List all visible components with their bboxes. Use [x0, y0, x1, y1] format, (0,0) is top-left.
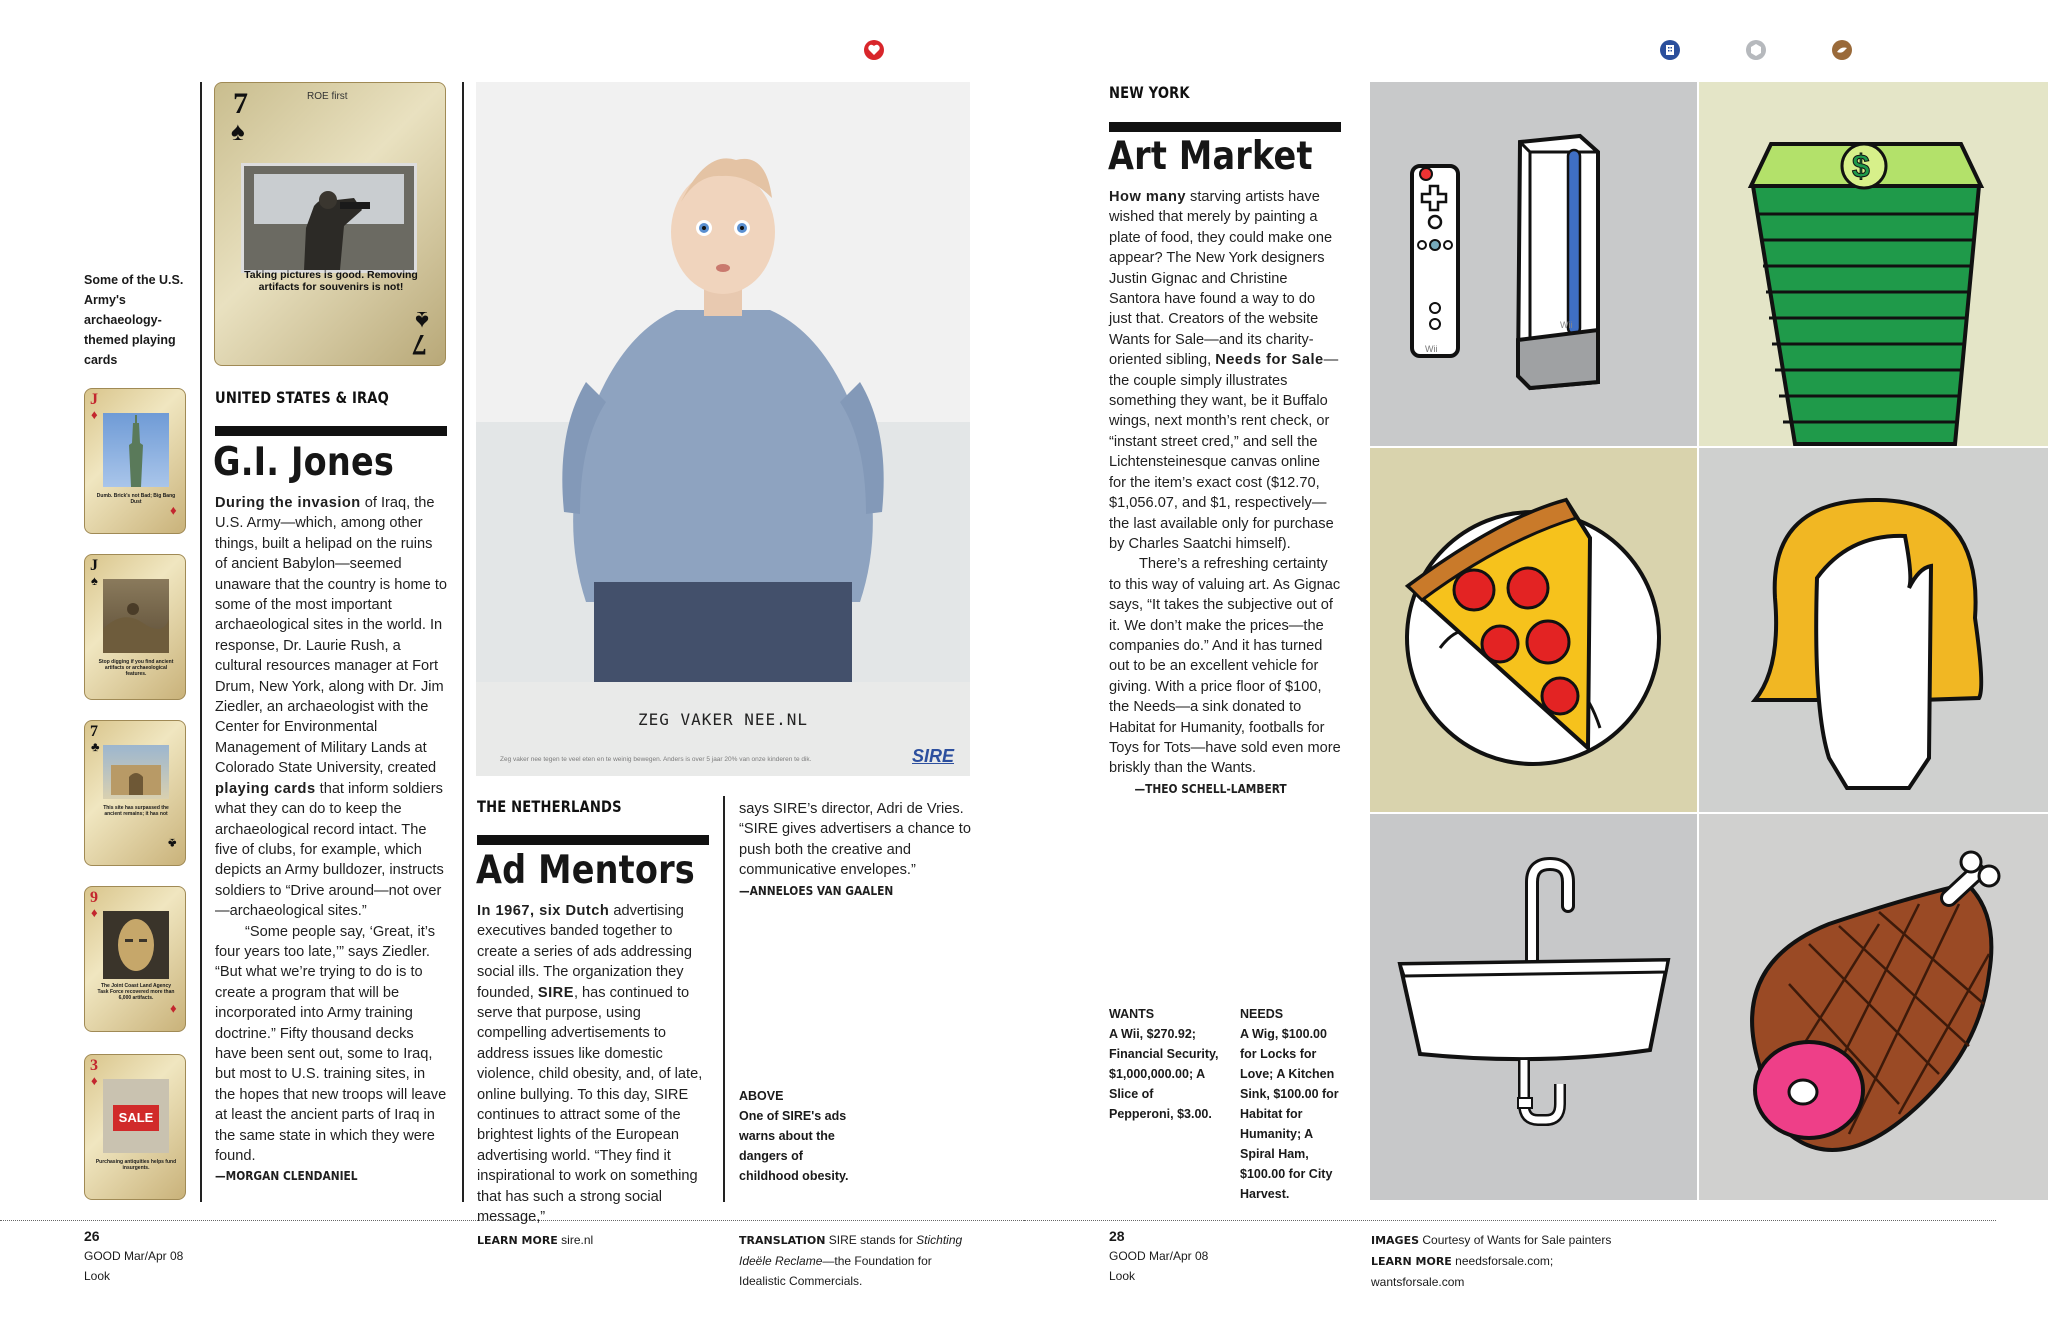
- card-suit: ♦: [91, 905, 98, 920]
- card-suit: ♠: [91, 573, 98, 588]
- cube-badge-icon: [1746, 40, 1766, 60]
- page-number: 28: [1109, 1228, 1125, 1244]
- learn-more-links[interactable]: needsforsale.com; wantsforsale.com: [1371, 1254, 1554, 1289]
- gi-jones-playing-cards: playing cards: [215, 780, 316, 797]
- wants-label: WANTS: [1109, 1007, 1155, 1021]
- translation-text: SIRE stands for: [828, 1233, 917, 1247]
- card-text: Dumb. Brick's not Bad; Big Bang Dust: [96, 493, 176, 505]
- art-market-kicker: NEW YORK: [1109, 83, 1190, 102]
- playing-card-3: [84, 720, 186, 866]
- ad-mentors-credit: —ANNELOES VAN GAALEN: [739, 882, 894, 898]
- footer-rule-left: [0, 1220, 1024, 1221]
- art-market-headline: Art Market: [1108, 134, 1313, 179]
- painting-ham: [1699, 814, 2048, 1200]
- card-rank: J: [90, 557, 98, 574]
- sale-sign: SALE: [113, 1105, 159, 1131]
- art-market-needs-for-sale: Needs for Sale: [1215, 352, 1324, 369]
- card-suit-bottom: ♠: [415, 306, 429, 335]
- art-market-p1: starving artists have wished that merely by painting a plate of food, they could make one appear? The New York designers Justin Gignac and Christine Santora have found a way to do just that. Creators of the website Wants for Sale—and its charity-oriented sibling,: [1109, 189, 1333, 369]
- card-rank: 3: [90, 1057, 98, 1074]
- bird-badge-icon: [1832, 40, 1852, 60]
- gi-jones-lead: During the invasion: [215, 495, 361, 511]
- images-credit: Courtesy of Wants for Sale painters: [1422, 1233, 1612, 1247]
- art-market-lead: How many: [1109, 189, 1186, 205]
- ad-mentors-sire: SIRE: [537, 984, 574, 1001]
- card-suit: ♠: [231, 117, 245, 146]
- statue-of-liberty-photo: [103, 413, 169, 487]
- wants-list: A Wii, $270.92; Financial Security, $1,000,000.00; A Slice of Pepperoni, $3.00.: [1109, 1027, 1219, 1121]
- ad-mentors-col1: [477, 901, 711, 1228]
- console-wii-label: Wii: [1560, 320, 1573, 330]
- sire-logo: SIRE: [912, 746, 955, 766]
- excavation-photo: [103, 579, 169, 653]
- gi-jones-headline: G.I. Jones: [213, 440, 395, 485]
- ad-mentors-p2: says SIRE’s director, Adri de Vries. “SIRE gives advertisers a chance to push both the creative and communicative envelopes.”: [739, 801, 971, 879]
- art-market-body: [1109, 187, 1341, 799]
- card-text: Taking pictures is good. Removing artifacts for souvenirs is not!: [244, 269, 418, 293]
- ad-mentors-lead: In 1967, six Dutch: [477, 903, 610, 919]
- card-tag: ROE first: [307, 91, 348, 102]
- card-text: Stop digging if you find ancient artifacts or archaeological features.: [98, 659, 174, 677]
- ad-mentors-col2: [739, 799, 971, 901]
- column-rule: [462, 82, 464, 1202]
- card-rank: J: [90, 391, 98, 408]
- learn-more-link[interactable]: sire.nl: [561, 1233, 594, 1247]
- card-text: This site has surpassed the ancient remains; it has not: [103, 805, 169, 817]
- art-market-p1-end: —the couple simply illustrates something they want, be it Buffalo wings, next month’s rent check, or “instant street cred,” and sell the Lichtensteinesque canvas online for the item’s exact cost ($12.70, $1,056.07, and $1, respectively—the last available only for purchase by Charles Saatchi himself).: [1109, 352, 1339, 552]
- dollar-sign: $: [1852, 148, 1870, 184]
- translation-dutch: Stichting Ideële Reclame: [739, 1233, 963, 1268]
- playing-card-5: [84, 1054, 186, 1200]
- learn-more-label: LEARN MORE: [477, 1234, 558, 1247]
- art-market-credit: —THEO SCHELL-LAMBERT: [1134, 780, 1287, 796]
- painting-sink: [1370, 814, 1697, 1200]
- gi-jones-body: [215, 493, 447, 1187]
- footer-rule-right: [1024, 1220, 1996, 1221]
- gi-jones-credit: —MORGAN CLENDANIEL: [215, 1168, 358, 1184]
- card-text: Purchasing antiquities helps fund insurgents.: [95, 1159, 177, 1171]
- section-name: Look: [84, 1269, 111, 1283]
- playing-card-4: [84, 886, 186, 1032]
- needs-label: NEEDS: [1240, 1007, 1284, 1021]
- building-badge-icon: [1660, 40, 1680, 60]
- sale-sign-photo: [103, 1079, 169, 1153]
- column-rule: [723, 796, 725, 1202]
- card-suit-bottom: ♦: [170, 1002, 177, 1017]
- ad-mentors-headline: Ad Mentors: [476, 848, 695, 893]
- gi-jones-p1: of Iraq, the U.S. Army—which, among other things, built a helipad on the ruins of ancient Babylon—seemed unaware that the country is home to some of the most important archaeological sites in the world. In response, Dr. Laurie Rush, a cultural resources manager at Fort Drum, New York, along with Dr. Jim Ziedler, an archaeologist with the Center for Environmental Management of Military Lands at Colorado State University, created: [215, 495, 448, 777]
- footer-learn-more-sire: [477, 1230, 593, 1251]
- card-suit-bottom: ♣: [168, 836, 177, 851]
- baby-figure-illustration: [476, 82, 970, 682]
- card-rank: 9: [90, 889, 98, 906]
- magazine-issue: GOOD Mar/Apr 08: [84, 1249, 184, 1263]
- gi-jones-rule: [215, 426, 447, 436]
- above-label: ABOVE: [739, 1089, 784, 1103]
- ancient-ruin-photo: [103, 745, 169, 799]
- ad-slogan: ZEG VAKER NEE.NL: [637, 710, 809, 729]
- sire-ad-image: [476, 82, 970, 776]
- section-name: Look: [1109, 1269, 1136, 1283]
- painting-wig: [1699, 448, 2048, 812]
- art-market-rule: [1109, 122, 1341, 132]
- gi-jones-p2: “Some people say, ‘Great, it’s four years too late,’” says Ziedler. “But what we’re trying to do is to create a program that will be incorporated into Army training doctrine.” Fifty thousand decks have been sent out, some to Iraq, but most to U.S. training sites, in the hopes that new troops will leave at least the ancient parts of Iraq in the same state in which they were found.: [215, 923, 447, 1164]
- painting-pizza: [1370, 448, 1697, 812]
- translation-label: TRANSLATION: [739, 1234, 826, 1247]
- playing-card-1: [84, 388, 186, 534]
- gi-jones-p1-end: that inform soldiers what they can do to keep the archaeological record intact. The five of clubs, for example, which depicts an Army bulldozer, instructs soldiers to “Drive around—not over—archaeological sites.”: [215, 780, 444, 920]
- magazine-issue: GOOD Mar/Apr 08: [1109, 1249, 1209, 1263]
- ad-mentors-p1: advertising executives banded together to create a series of ads addressing social ills. The organization they founded,: [477, 903, 692, 1001]
- card-text: The Joint Coast Land Agency Task Force recovered more than 6,000 artifacts.: [97, 983, 175, 1001]
- ad-mentors-rule: [477, 835, 709, 845]
- playing-card-2: [84, 554, 186, 700]
- card-rank: 7: [233, 87, 248, 120]
- footer-translation: [739, 1230, 969, 1291]
- ad-fine-print: Zeg vaker nee tegen te veel eten en te weinig bewegen. Anders is over 5 jaar 20% van onze kinderen te dik.: [500, 756, 812, 763]
- column-rule: [200, 82, 202, 1202]
- painting-wii: [1370, 82, 1697, 446]
- learn-more-label: LEARN MORE: [1371, 1255, 1452, 1268]
- ad-mentors-kicker: THE NETHERLANDS: [477, 797, 622, 816]
- painting-money-stack: [1699, 82, 2048, 446]
- card-suit-bottom: ♦: [170, 504, 177, 519]
- footer-credits: [1371, 1230, 1631, 1292]
- above-caption: One of SIRE's ads warns about the dangers of childhood obesity.: [739, 1109, 849, 1183]
- footer-right-folio: [1109, 1226, 1208, 1286]
- art-market-p2: There’s a refreshing certainty to this way of valuing art. As Gignac says, “It takes the subjective out of it. We don’t make the prices—the companies do.” And it has turned out to be an excellent vehicle for giving. With a price floor of $100, the Needs—a sink donated to Habitat for Humanity, footballs for Toys for Tots—have sold even more briskly than the Wants.: [1109, 556, 1341, 777]
- card-suit: ♣: [91, 739, 100, 754]
- translation-text-end: —the Foundation for Idealistic Commercials.: [739, 1254, 932, 1288]
- page-number: 26: [84, 1228, 100, 1244]
- cards-caption: Some of the U.S. Army's archaeology-themed playing cards: [84, 273, 184, 367]
- heart-badge-icon: [864, 40, 884, 60]
- gi-jones-kicker: UNITED STATES & IRAQ: [215, 388, 389, 407]
- card-rank-bottom: 7: [412, 328, 427, 361]
- footer-left-folio: [84, 1226, 183, 1286]
- card-suit: ♦: [91, 1073, 98, 1088]
- ad-mentors-p1-end: , has continued to serve that purpose, using compelling advertisements to address issues like domestic violence, child obesity, and, of late, online bullying. To this day, SIRE continues to attract some of the brightest lights of the European advertising world. “They find it inspirational to work on something that has such a strong social message,”: [477, 984, 703, 1226]
- needs-list: A Wig, $100.00 for Locks for Love; A Kitchen Sink, $100.00 for Habitat for Humanity; A Spiral Ham, $100.00 for City Harvest.: [1240, 1027, 1339, 1201]
- remote-wii-label: Wii: [1425, 344, 1438, 354]
- card-rank: 7: [90, 723, 98, 740]
- card-suit: ♦: [91, 407, 98, 422]
- featured-playing-card: [214, 82, 446, 366]
- images-label: IMAGES: [1371, 1234, 1420, 1247]
- soldier-photo: [241, 163, 417, 273]
- golden-mask-photo: [103, 911, 169, 979]
